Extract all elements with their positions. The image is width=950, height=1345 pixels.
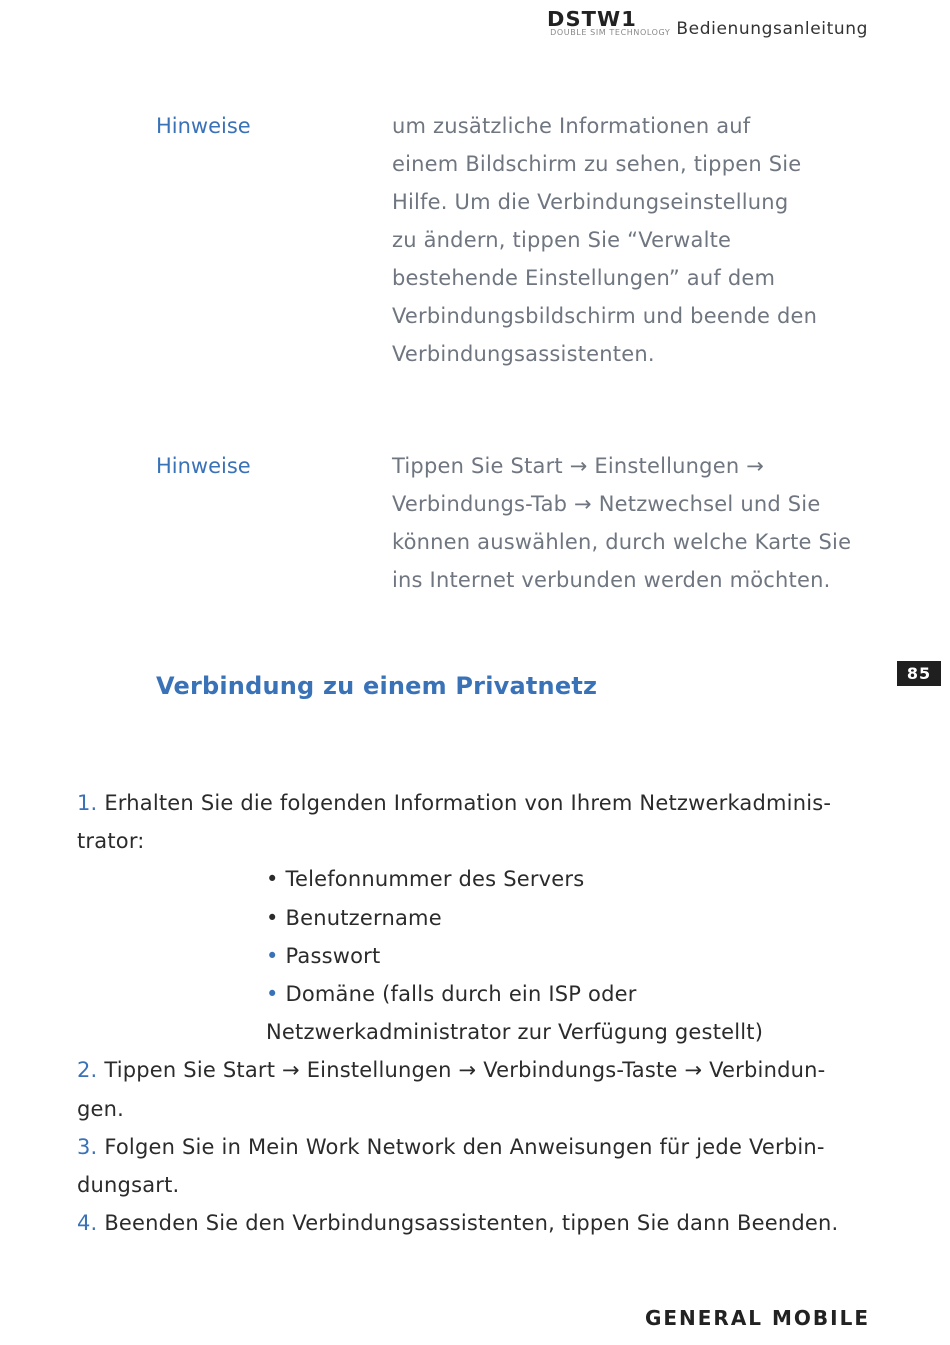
note-line: Verbindungsassistenten. [392,342,655,366]
step-text: Beenden Sie den Verbindungsassistenten, tippen Sie dann Beenden. [104,1211,839,1236]
brand-logo [547,7,671,38]
bullet-text: Benutzername [285,905,442,930]
step-number: 3. [77,1134,98,1159]
note-text [392,447,872,599]
bullet-item [77,975,877,1013]
note-label: Hinweise [156,454,251,478]
bullet-item [77,937,877,975]
step-number: 1. [77,791,98,815]
footer-brand: GENERAL MOBILE [644,1306,870,1330]
step-3 [77,1128,877,1166]
bullet-item [77,899,877,937]
step-2-continuation: gen. [77,1096,125,1121]
step-number: 4. [77,1211,98,1236]
note-line: Verbindungs-Tab → Netzwechsel und Sie [392,492,821,516]
logo-text: DSTW1 [547,7,637,31]
note-line: Tippen Sie Start → Einstellungen → [392,454,765,478]
step-number: 2. [77,1058,98,1083]
bullet-dot: • [266,867,279,892]
note-block-2 [156,447,876,599]
logo-subtitle: DOUBLE SIM TECHNOLOGY [550,28,671,37]
step-text: Tippen Sie Start → Einstellungen → Verbindungs-Taste → Verbindun- [104,1058,826,1083]
bullet-continuation: Netzwerkadministrator zur Verfügung gestellt) [266,1020,764,1045]
step-2 [77,1051,877,1089]
bullet-item [77,860,877,898]
note-label: Hinweise [156,114,251,138]
note-line: zu ändern, tippen Sie “Verwalte [392,228,732,252]
steps-list [77,784,877,1242]
note-block-1 [156,107,876,373]
bullet-text: Domäne (falls durch ein ISP oder [285,982,637,1007]
step-1-continuation: trator: [77,829,145,854]
step-1 [77,784,877,822]
step-3-continuation: dungsart. [77,1173,180,1198]
note-line: bestehende Einstellungen” auf dem [392,266,776,290]
bullet-dot: • [266,982,279,1007]
note-line: Hilfe. Um die Verbindungseinstellung [392,190,789,214]
header-title: Bedienungsanleitung [676,19,868,39]
note-line: Verbindungsbildschirm und beende den [392,304,818,328]
page-header [547,7,868,39]
step-4 [77,1204,877,1242]
note-line: ins Internet verbunden werden möchten. [392,568,831,592]
page-number-badge: 85 [897,661,941,686]
section-title: Verbindung zu einem Privatnetz [156,672,598,700]
note-line: einem Bildschirm zu sehen, tippen Sie [392,152,802,176]
bullet-text: Passwort [285,943,381,968]
bullet-dot: • [266,905,279,930]
note-line: können auswählen, durch welche Karte Sie [392,530,852,554]
step-text: Erhalten Sie die folgenden Information von Ihrem Netzwerkadminis- [104,791,832,815]
step-text: Folgen Sie in Mein Work Network den Anweisungen für jede Verbin- [104,1134,825,1159]
bullet-dot: • [266,943,279,968]
note-text [392,107,872,373]
bullet-text: Telefonnummer des Servers [285,867,585,892]
note-line: um zusätzliche Informationen auf [392,114,751,138]
